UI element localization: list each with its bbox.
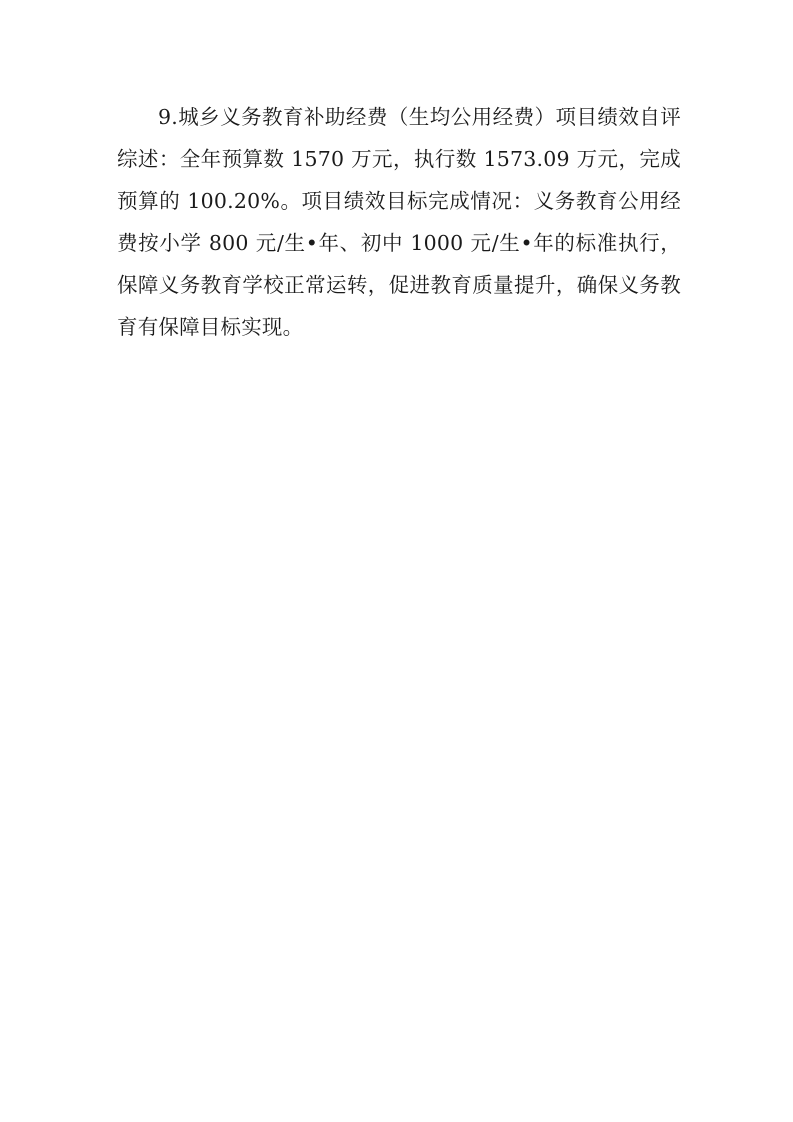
document-text-body [117,96,681,348]
paragraph-performance-self-evaluation: 9.城乡义务教育补助经费（生均公用经费）项目绩效自评综述：全年预算数 1570 万元，执行数 1573.09 万元，完成预算的 100.20%。项目绩效目标完成情况：义务教育公用经费按小学 800 元/生•年、初中 1000 元/生•年的标准执行，保障义务教育学校正常运转，促进教育质量提升，确保义务教育有保障目标实现。 [117,105,681,339]
